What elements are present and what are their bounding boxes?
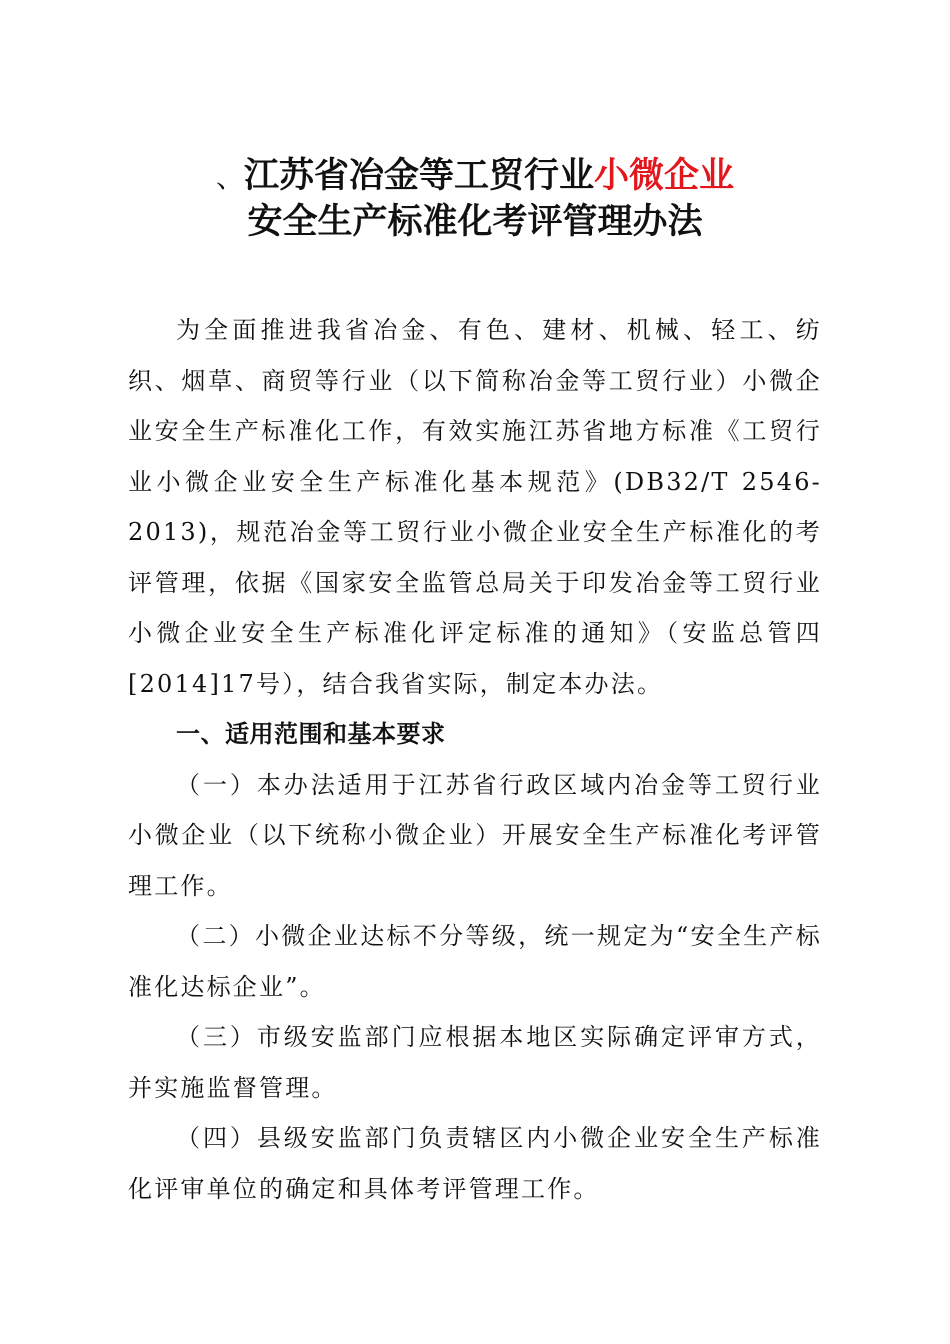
item-paragraph-4: （四）县级安监部门负责辖区内小微企业安全生产标准化评审单位的确定和具体考评管理工作。 [128, 1124, 822, 1203]
title-main-text: 江苏省冶金等工贸行业 [243, 155, 594, 196]
intro-paragraph: 为全面推进我省冶金、有色、建材、机械、轻工、纺织、烟草、商贸等行业（以下简称冶金等工贸行业）小微企业安全生产标准化工作，有效实施江苏省地方标准《工贸行业小微企业安全生产标准化基本规范》(DB32/T 2546-2013)，规范冶金等工贸行业小微企业安全生产标准化的考评管理，依据《国家安全监管总局关于印发冶金等工贸行业小微企业安全生产标准化评定标准的通知》（安监总管四[2014]17号），结合我省实际，制定本办法。 [128, 316, 822, 698]
item-paragraph-1: （一）本办法适用于江苏省行政区域内冶金等工贸行业小微企业（以下统称小微企业）开展安全生产标准化考评管理工作。 [128, 770, 822, 900]
item-paragraph-3: （三）市级安监部门应根据本地区实际确定评审方式，并实施监督管理。 [128, 1023, 822, 1102]
document-title-line-2: 安全生产标准化考评管理办法 [247, 201, 703, 242]
document-body [128, 305, 822, 1214]
section-heading-1: 一、适用范围和基本要求 [176, 720, 446, 748]
document-title-line-1 [0, 152, 950, 202]
title-leading-mark: 、 [215, 161, 244, 194]
title-highlight-text: 小微企业 [594, 155, 735, 196]
item-paragraph-2: （二）小微企业达标不分等级，统一规定为“安全生产标准化达标企业”。 [128, 922, 822, 1001]
